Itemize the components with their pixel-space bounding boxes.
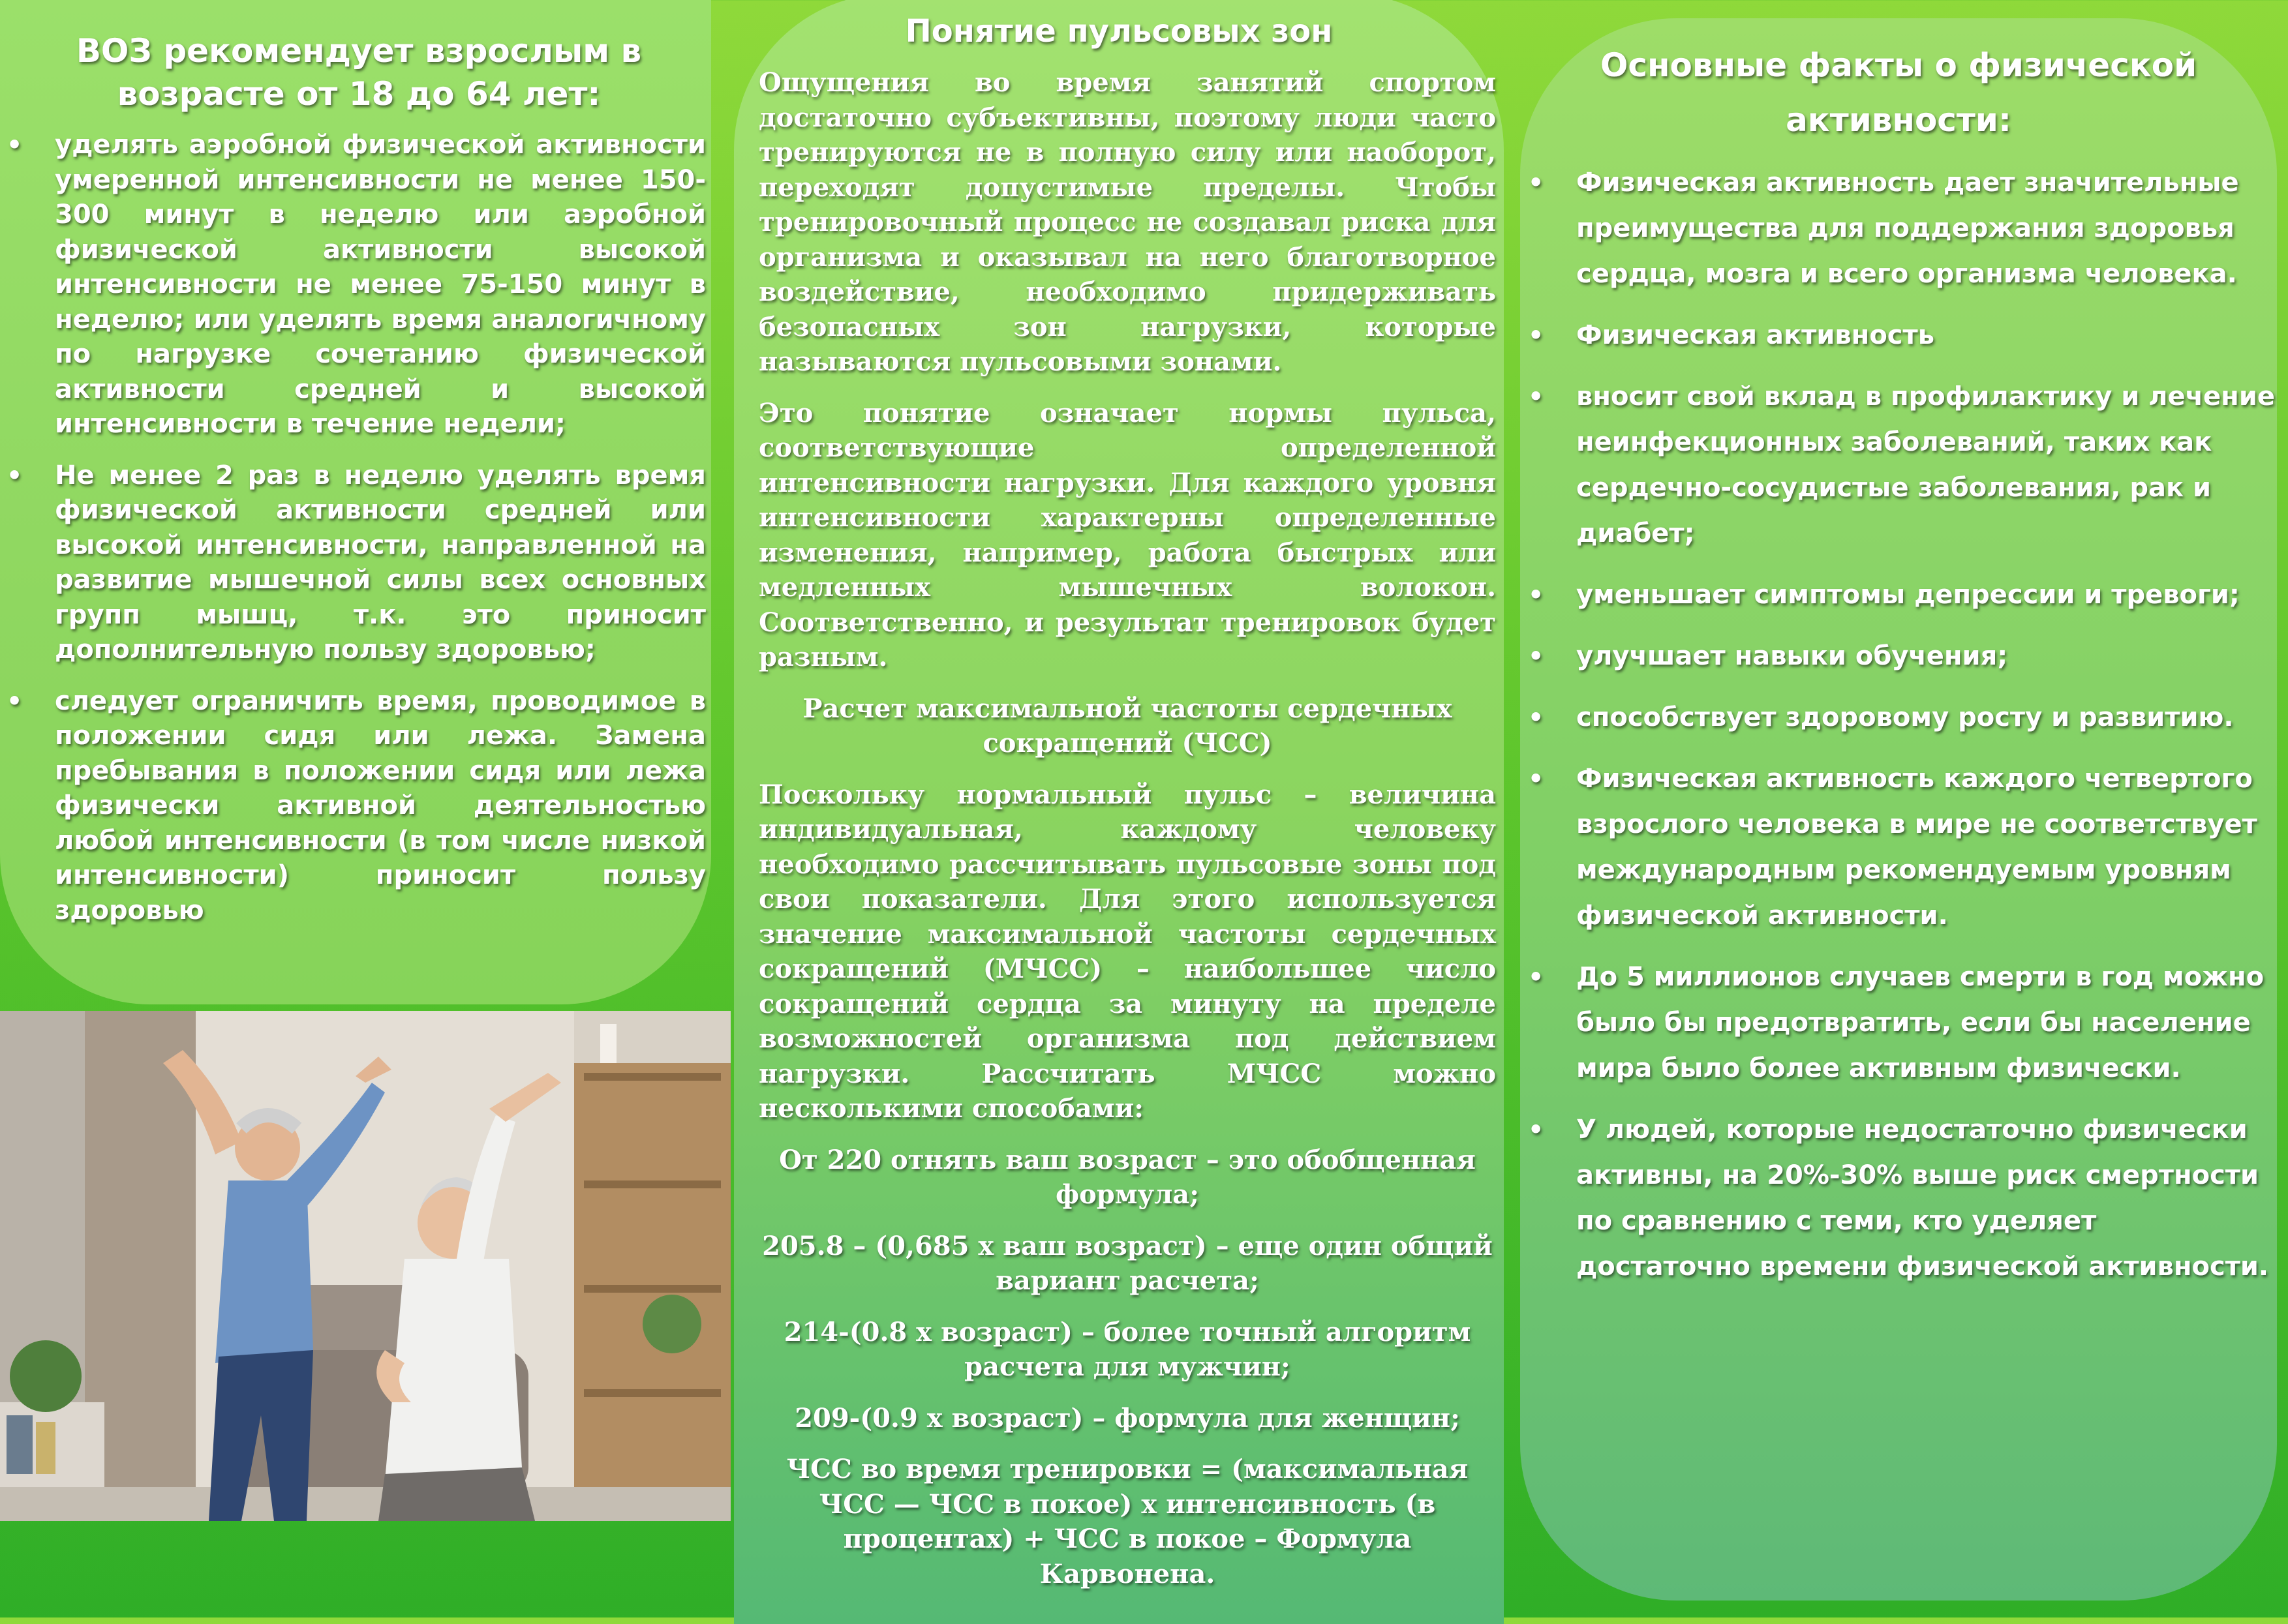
paragraph: Ощущения во время занятий спортом достаточно субъективны, поэтому люди часто тренируются не в полную силу или наоборот, переходят допустимые пределы. Чтобы тренировочный процесс не создавал риска для организма и оказывал на него благотворное воздействие, необходимо придерживать безопасных зон нагрузки, которые называются пульсовыми зонами.	[759, 67, 1496, 377]
who-recommendations-list	[0, 128, 706, 944]
facts-title: Основные факты о физической активности:	[1600, 46, 2197, 139]
list-item: • Не менее 2 раз в неделю уделять время физической активности средней или высокой интенсивности, направленной на развитие мышечной силы всех основных групп мышц, т.к. это приносит дополнительную пользу здоровью;	[0, 459, 706, 668]
list-item: • следует ограничить время, проводимое в положении сидя или лежа. Замена пребывания в положении сидя или лежа физически активной деятельностью любой интенсивности (в том числе низкой интенсивности) приносит пользу здоровью	[0, 684, 706, 929]
max-hr-subtitle: Расчет максимальной частоты сердечных сокращений (ЧСС)	[802, 693, 1452, 759]
list-item: • уделять аэробной физической активности умеренной интенсивности не менее 150-300 минут в неделю или аэробной физической активности высокой интенсивности не менее 75-150 минут в неделю; или уделять время аналогичному по нагрузке сочетанию физической активности средней и высокой интенсивности в течение недели;	[0, 128, 706, 442]
list-item: • вносит свой вклад в профилактику и лечение неинфекционных заболеваний, таких как сердечно-сосудистые заболевания, рак и диабет;	[1520, 374, 2277, 556]
paragraph: Это понятие означает нормы пульса, соответствующие определенной интенсивности нагрузки. Для каждого уровня интенсивности характерны определенные изменения, например, работа быстрых или медленных мышечных волокон. Соответственно, и результат тренировок будет разным.	[759, 397, 1496, 672]
list-item: • Физическая активность дает значительные преимущества для поддержания здоровья сердца, мозга и всего организма человека.	[1520, 160, 2277, 297]
formula-item: ЧСС во время тренировки = (максимальная ЧСС — ЧСС в покое) х интенсивность (в процентах) + ЧСС в покое – Формула Карвонена.	[786, 1454, 1469, 1589]
photo-illustration	[0, 1011, 731, 1521]
list-item: • У людей, которые недостаточно физически активны, на 20%-30% выше риск смертности по сравнению с теми, кто уделяет достаточно времени физической активности.	[1520, 1107, 2277, 1289]
paragraph: Поскольку нормальный пульс – величина индивидуальная, каждому человеку необходимо рассчитывать пульсовые зоны под свои показатели. Для этого используется значение максимальной частоты сердечных сокращений (МЧСС) – наибольшее число сокращений сердца за минуту на пределе возможностей организма под действием нагрузки. Рассчитать МЧСС можно несколькими способами:	[759, 779, 1496, 1124]
pulse-zones-title: Понятие пульсовых зон	[905, 13, 1333, 50]
list-item: • способствует здоровому росту и развитию.	[1520, 695, 2277, 740]
list-item: • улучшает навыки обучения;	[1520, 633, 2277, 679]
exercising-couple-photo	[0, 1011, 731, 1521]
list-item: • До 5 миллионов случаев смерти в год можно было бы предотвратить, если бы население мира было более активным физически.	[1520, 954, 2277, 1091]
formula-item: От 220 отнять ваш возраст – это обобщенная формула;	[779, 1144, 1476, 1210]
pulse-zones-text	[759, 65, 1496, 1608]
list-item: • Физическая активность каждого четвертого взрослого человека в мире не соответствует международным рекомендуемым уровням физической активности.	[1520, 756, 2277, 939]
left-panel-title: ВОЗ рекомендует взрослым в возрасте от 18 до 64 лет:	[76, 32, 642, 113]
list-item: • Физическая активность	[1520, 312, 2277, 358]
facts-list	[1520, 160, 2277, 1305]
list-item: • уменьшает симптомы депрессии и тревоги;	[1520, 572, 2277, 618]
formula-item: 205.8 – (0,685 х ваш возраст) – еще один общий вариант расчета;	[762, 1230, 1493, 1296]
formula-item: 214-(0.8 х возраст) – более точный алгоритм расчета для мужчин;	[784, 1316, 1471, 1382]
formula-item: 209-(0.9 х возраст) – формула для женщин;	[795, 1402, 1460, 1434]
